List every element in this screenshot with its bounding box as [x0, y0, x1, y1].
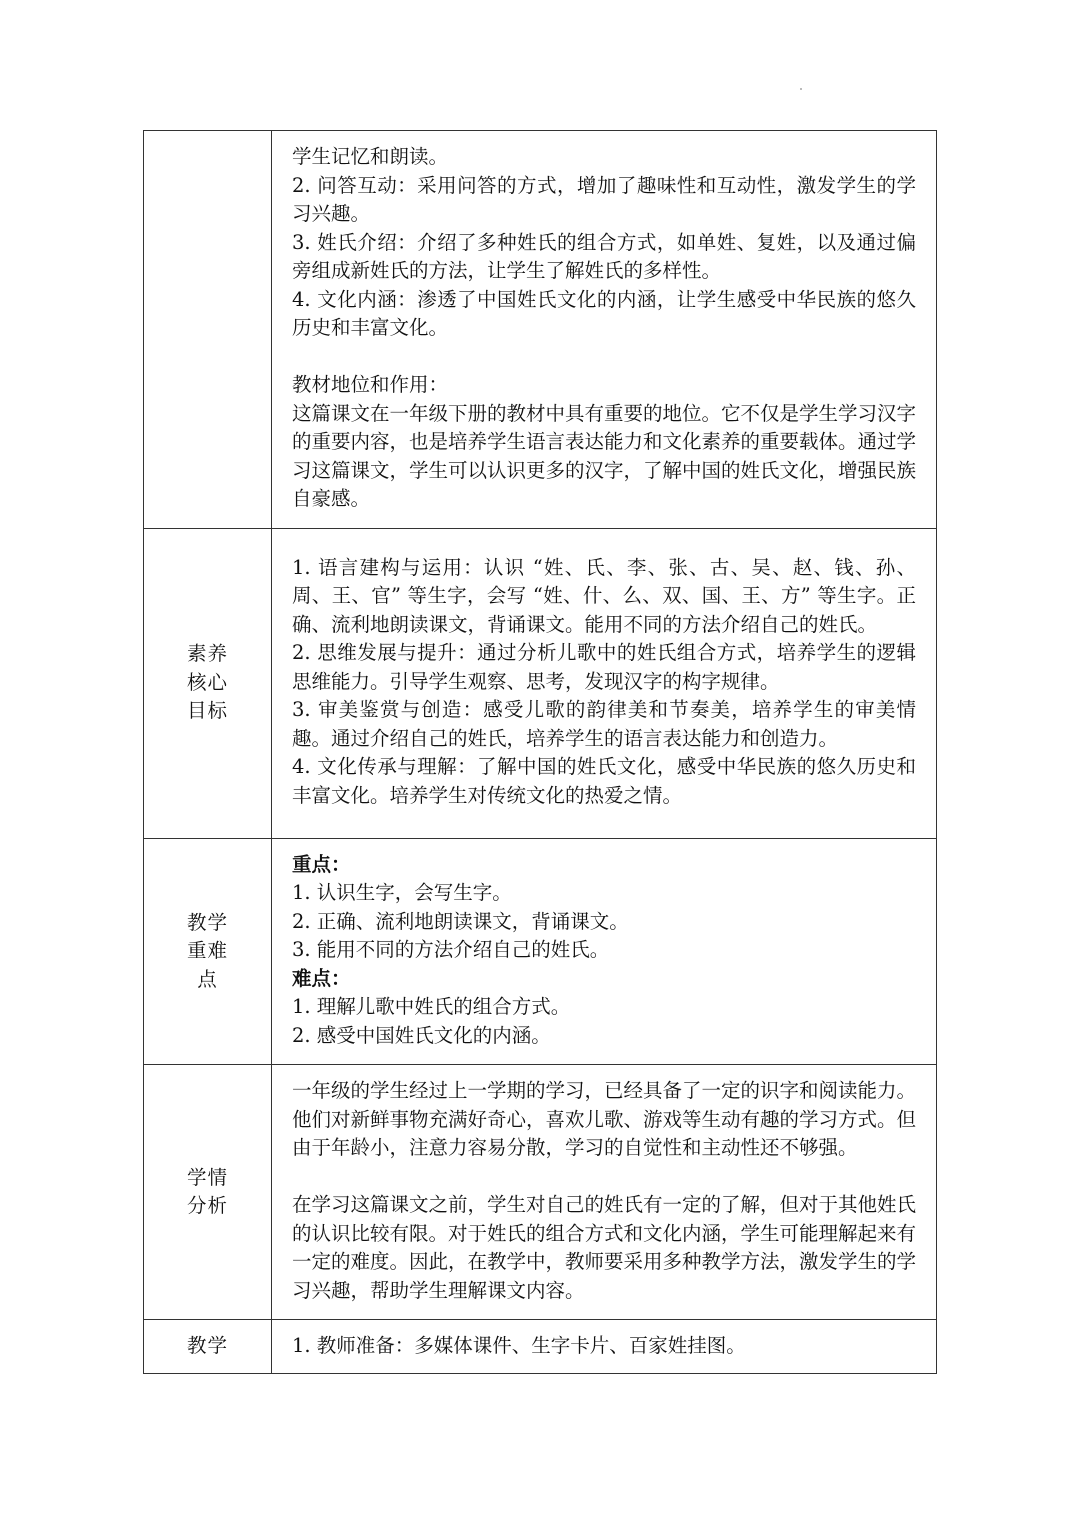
label-line: 重难 — [186, 939, 228, 962]
row-label — [144, 131, 272, 529]
table-row — [144, 528, 937, 838]
paragraph: 1. 教师准备：多媒体课件、生字卡片、百家姓挂图。 — [292, 1334, 746, 1358]
label-line: 教学 — [186, 1334, 228, 1358]
blank-line — [292, 1163, 916, 1192]
key-point-item: 2. 正确、流利地朗读课文，背诵课文。 — [292, 909, 629, 933]
label-line: 目标 — [186, 699, 228, 723]
label-line: 学情 — [186, 1165, 228, 1189]
row-label-student-analysis — [144, 1065, 272, 1320]
label-line: 核心 — [186, 670, 228, 694]
key-point-item: 1. 认识生字，会写生字。 — [292, 881, 512, 904]
row-content — [272, 1065, 937, 1320]
paragraph: 2. 思维发展与提升：通过分析儿歌中的姓氏组合方式，培养学生的逻辑思维能力。引导学生观察、思考，发现汉字的构字规律。 — [292, 641, 916, 693]
row-content — [272, 1320, 937, 1374]
row-content — [272, 131, 937, 529]
paragraph: 学生记忆和朗读。 — [292, 145, 449, 168]
paragraph: 1. 语言建构与运用：认识 “姓、氏、李、张、古、吴、赵、钱、孙、周、王、官” 等生字，会写 “姓、什、么、双、国、王、方” 等生字。正确、流利地朗读课文，背诵课文。能用不同的方法介绍自己的姓氏。 — [292, 555, 916, 636]
paragraph: 4. 文化内涵：渗透了中国姓氏文化的内涵，让学生感受中华民族的悠久历史和丰富文化。 — [292, 287, 916, 339]
row-label-core-goals — [144, 528, 272, 838]
paragraph: 3. 姓氏介绍：介绍了多种姓氏的组合方式，如单姓、复姓，以及通过偏旁组成新姓氏的方法，让学生了解姓氏的多样性。 — [292, 230, 916, 282]
paragraph: 2. 问答互动：采用问答的方式，增加了趣味性和互动性，激发学生的学习兴趣。 — [292, 173, 916, 225]
paragraph: 3. 审美鉴赏与创造：感受儿歌的韵律美和节奏美，培养学生的审美情趣。通过介绍自己的姓氏，培养学生的语言表达能力和创造力。 — [292, 698, 916, 750]
row-content — [272, 838, 937, 1065]
lesson-plan-table — [143, 130, 937, 1374]
scan-dot — [800, 88, 802, 90]
paragraph: 在学习这篇课文之前，学生对自己的姓氏有一定的了解，但对于其他姓氏的认识比较有限。对于姓氏的组合方式和文化内涵，学生可能理解起来有一定的难度。因此，在教学中，教师要采用多种教学方法，激发学生的学习兴趣，帮助学生理解课文内容。 — [292, 1193, 917, 1302]
paragraph: 这篇课文在一年级下册的教材中具有重要的地位。它不仅是学生学习汉字的重要内容，也是培养学生语言表达能力和文化素养的重要载体。通过学习这篇课文，学生可以认识更多的汉字，了解中国的姓氏文化，增强民族自豪感。 — [292, 401, 917, 510]
table-row — [144, 838, 937, 1065]
paragraph: 一年级的学生经过上一学期的学习，已经具备了一定的识字和阅读能力。他们对新鲜事物充满好奇心，喜欢儿歌、游戏等生动有趣的学习方式。但由于年龄小，注意力容易分散，学习的自觉性和主动性还不够强。 — [292, 1079, 917, 1159]
row-label-key-difficult-points — [144, 838, 272, 1065]
table-row — [144, 1065, 937, 1320]
key-points-heading: 重点： — [292, 852, 351, 876]
label-line: 分析 — [186, 1194, 228, 1217]
paragraph: 4. 文化传承与理解：了解中国的姓氏文化，感受中华民族的悠久历史和丰富文化。培养学生对传统文化的热爱之情。 — [292, 755, 916, 807]
difficulty-item: 2. 感受中国姓氏文化的内涵。 — [292, 1023, 551, 1047]
label-line: 点 — [197, 967, 218, 991]
paragraph: 教材地位和作用： — [292, 373, 449, 396]
row-content — [272, 528, 937, 838]
difficulty-item: 1. 理解儿歌中姓氏的组合方式。 — [292, 995, 571, 1018]
label-line: 素养 — [186, 642, 228, 666]
difficulty-heading: 难点： — [292, 966, 351, 990]
label-line: 教学 — [186, 910, 228, 934]
key-point-item: 3. 能用不同的方法介绍自己的姓氏。 — [292, 938, 610, 961]
row-label-teaching — [144, 1320, 272, 1374]
table-row — [144, 1320, 937, 1374]
blank-line — [292, 343, 916, 372]
table-row — [144, 131, 937, 529]
